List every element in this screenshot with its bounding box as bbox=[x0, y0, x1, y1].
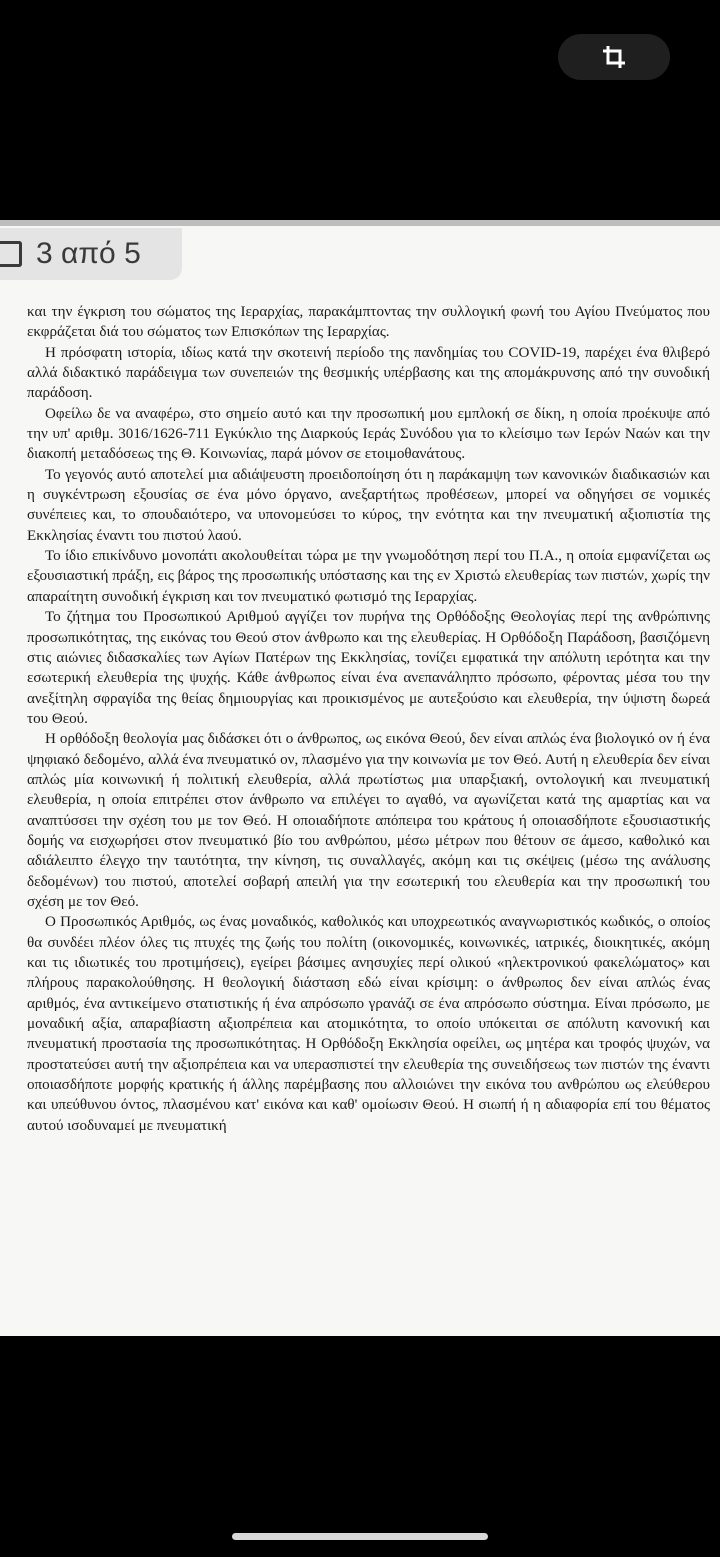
paragraph: Το ίδιο επικίνδυνο μονοπάτι ακολουθείται τώρα με την γνωμοδότηση περί του Π.Α., η οποία εμφανίζεται ως εξουσιαστική πράξη, εις βάρος της προσωπικής υπόστασης και της εν Χριστώ ελευθερίας των πιστών, χωρίς την απαραίτητη συνοδική έγκριση και τον πνευματικό φωτισμό της Ιεραρχίας. bbox=[27, 548, 710, 605]
paragraph: Η ορθόδοξη θεολογία μας διδάσκει ότι ο άνθρωπος, ως εικόνα Θεού, δεν είναι απλώς ένα βιολογικό ον ή ένα ψηφιακό δεδομένο, αλλά ένα πνευματικό ον, πλασμένο για την κοινωνία με τον Θεό. Αυτή η ελευθερία δεν είναι απλώς μία κοινωνική ή πολιτική ελευθερία, αλλά πρωτίστως μια υπαρξιακή, οντολογική και πνευματική ελευθερία, η οποία επιτρέπει στον άνθρωπο να επιλέγει το αγαθό, να αγωνίζεται κατά της αμαρτίας και να αναπτύσσει την σχέση του με τον Θεό. Η οποιαδήποτε απόπειρα του κράτους ή οποιασδήποτε εξουσιαστικής δομής να εισχωρήσει στον πνευματικό βίο του ανθρώπου, μέσω μέτρων που θέτουν σε άμεσο, καθολικό και αδιάλειπτο έλεγχο την ταυτότητα, την κίνηση, τις συναλλαγές, ακόμη και τις σκέψεις (μέσω της ανάλυσης δεδομένων) του πιστού, αποτελεί σοβαρή απειλή για την εσωτερική του ελευθερία και την προσωπική του σχέση με τον Θεό. bbox=[27, 731, 711, 910]
paragraph: και την έγκριση του σώματος της Ιεραρχίας, παρακάμπτοντας την συλλογική φωνή του Αγίου Πνεύματος που εκφράζεται διά του σώματος των Επισκόπων της Ιεραρχίας. bbox=[27, 304, 710, 341]
home-indicator[interactable] bbox=[232, 1533, 488, 1540]
paragraph: Ο Προσωπικός Αριθμός, ως ένας μοναδικός, καθολικός και υποχρεωτικός αναγνωριστικός κωδικός, ο οποίος θα συνδέει πλέον όλες τις πτυχές της ζωής του πολίτη (οικονομικές, κοινωνικές, ιατρικές, διοικητικές, ακόμη και τις ιδιωτικές του προτιμήσεις), εγείρει βάσιμες ανησυχίες περί ολικού «ηλεκτρονικού φακελώματος» και πλήρους παρακολούθησης. Η θεολογική διάσταση εδώ είναι κρίσιμη: ο άνθρωπος δεν είναι απλώς ένας αριθμός, ένα αντικείμενο στατιστικής ή ένα απρόσωπο γρανάζι σε ένα απρόσωπο σύστημα. Είναι πρόσωπο, με μοναδική αξία, απαραβίαστη αξιοπρέπεια και ατομικότητα, το οποίο υπόκειται σε απόλυτη κανονική και πνευματική προστασία της προσωπικότητας. Η Ορθόδοξη Εκκλησία οφείλει, ως μητέρα και τροφός ψυχών, να προστατεύσει αυτή την αξιοπρέπεια και να υπερασπιστεί την ελευθερία της συνειδήσεως των πιστών της έναντι οποιασδήποτε μορφής κρατικής ή άλλης παρέμβασης που αλλοιώνει την εικόνα του ανθρώπου ως ελεύθερου και υπεύθυνου όντος, πλασμένου κατ' εικόνα και καθ' ομοίωσιν Θεού. Η σιωπή ή η αδιαφορία επί του θέματος αυτού ισοδυναμεί με πνευματική bbox=[27, 914, 710, 1134]
paragraph: Το γεγονός αυτό αποτελεί μια αδιάψευστη προειδοποίηση ότι η παράκαμψη των κανονικών διαδικασιών και η συγκέντρωση εξουσίας σε ένα μόνο όργανο, ανεξαρτήτως προθέσεων, μπορεί να οδηγήσει σε νομικές συνέπειες και, το σπουδαιότερο, να υπονομεύσει το κύρος, την ενότητα και την πνευματική αξιοπιστία της Εκκλησίας έναντι του πιστού λαού. bbox=[27, 466, 710, 544]
paragraph: Το ζήτημα του Προσωπικού Αριθμού αγγίζει τον πυρήνα της Ορθόδοξης Θεολογίας περί της ανθρώπινης προσωπικότητας, της εικόνας του Θεού στον άνθρωπο και της ελευθερίας. Η Ορθόδοξη Παράδοση, βασιζόμενη στις αιώνιες διδασκαλίες των Αγίων Πατέρων της Εκκλησίας, τονίζει εμφατικά την απόλυτη ιερότητα και την εσωτερική ελευθερία της ψυχής. Κάθε άνθρωπος είναι ένα ανεπανάληπτο πρόσωπο, φέροντας μέσα του την ανεξίτηλη σφραγίδα της θείας δημιουργίας και προικισμένος με αυτεξούσιο και ελευθερία, την ύψιστη δωρεά του Θεού. bbox=[27, 609, 710, 727]
page-indicator bbox=[0, 228, 182, 280]
paragraph: Η πρόσφατη ιστορία, ιδίως κατά την σκοτεινή περίοδο της πανδημίας του COVID-19, παρέχει ένα θλιβερό αλλά διδακτικό παράδειγμα των συνεπειών της θεσμικής υπέρβασης και της απομάκρυνσης από την συνοδική παράδοση. bbox=[27, 344, 710, 402]
bottom-area bbox=[0, 1336, 720, 1557]
document-body bbox=[27, 302, 710, 1136]
document-icon bbox=[0, 241, 22, 267]
crop-icon bbox=[601, 44, 627, 70]
top-bar bbox=[0, 0, 720, 220]
crop-button[interactable] bbox=[558, 34, 670, 80]
paragraph: Οφείλω δε να αναφέρω, στο σημείο αυτό και την προσωπική μου εμπλοκή σε δίκη, η οποία προέκυψε από την υπ' αριθμ. 3016/1626-711 Εγκύκλιο της Διαρκούς Ιεράς Συνόδου για το κλείσιμο των Ιερών Ναών και την διακοπή μεταδόσεως της Θ. Κοινωνίας, παρά μόνον σε ετοιμοθανάτους. bbox=[27, 405, 710, 463]
page-counter: 3 από 5 bbox=[36, 237, 141, 270]
document-page[interactable] bbox=[0, 220, 720, 1336]
